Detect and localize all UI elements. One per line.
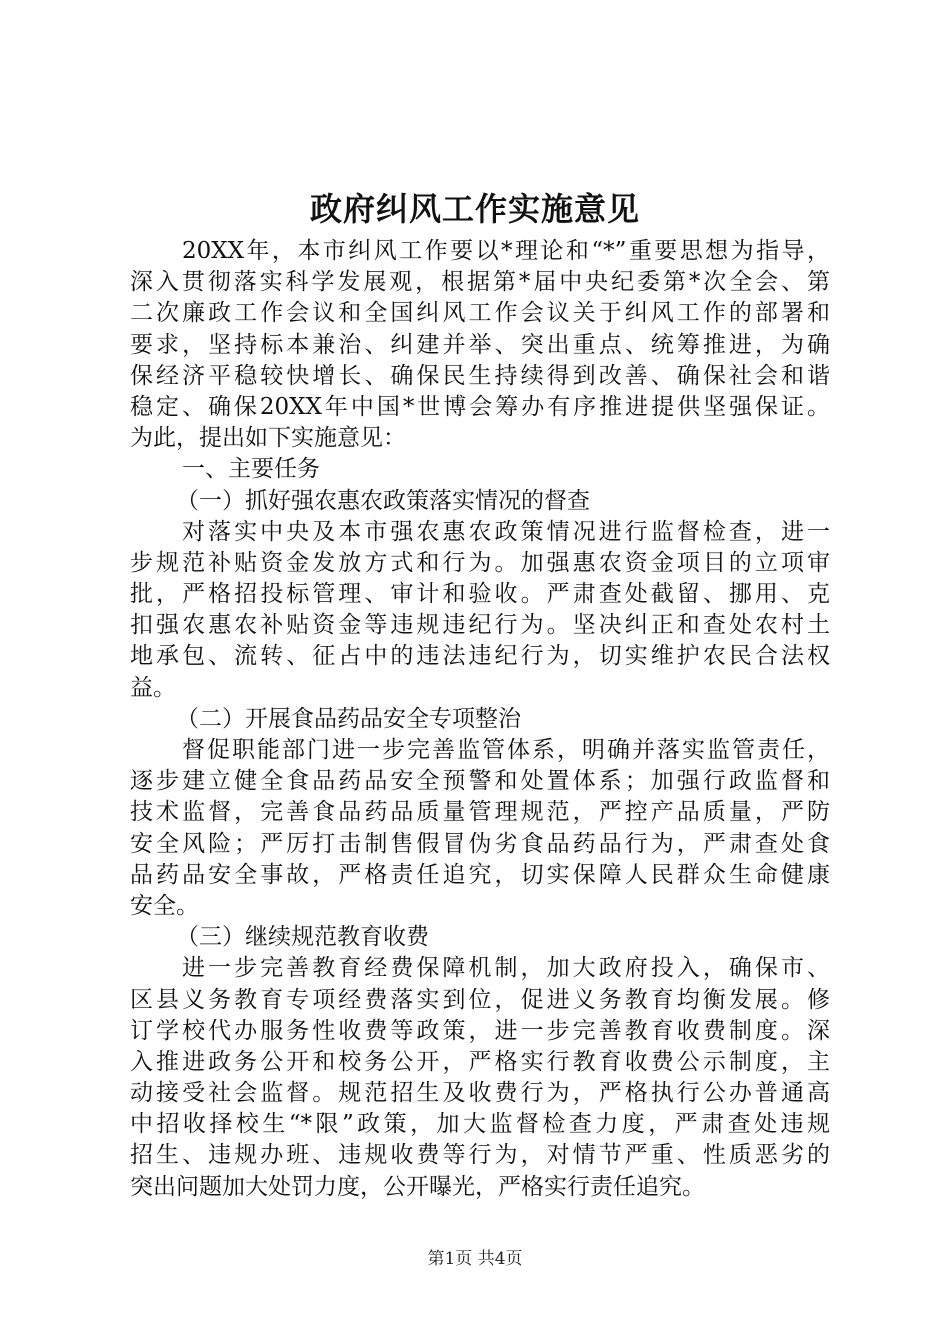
paragraph-line: 突出问题加大处罚力度，公开曝光，严格实行责任追究。 (130, 1173, 705, 1200)
subsection-heading: （三）继续规范教育收费 (176, 924, 429, 951)
paragraph-line: 品药品安全事故，严格责任追究，切实保障人民群众生命健康 (130, 861, 830, 888)
paragraph-line: 批，严格招投标管理、审计和验收。严肃查处截留、挪用、克 (130, 581, 830, 608)
paragraph-line: 益。 (130, 674, 176, 701)
paragraph-line: 入推进政务公开和校务公开，严格实行教育收费公示制度，主 (130, 1048, 830, 1075)
section-heading: 一、主要任务 (182, 456, 320, 483)
paragraph-line: 中招收择校生“*限”政策，加大监督检查力度，严肃查处违规 (130, 1111, 830, 1138)
paragraph-line: 地承包、流转、征占中的违法违纪行为，切实维护农民合法权 (130, 643, 830, 670)
document-body (130, 236, 830, 1203)
page-footer: 第1页 共4页 (427, 1249, 523, 1269)
paragraph-line: 稳定、确保20XX年中国*世博会筹办有序推进提供坚强保证。 (130, 393, 830, 420)
paragraph-line: 保经济平稳较快增长、确保民生持续得到改善、确保社会和谐 (130, 362, 830, 389)
paragraph-line: 深入贯彻落实科学发展观，根据第*届中央纪委第*次全会、第 (130, 269, 830, 296)
paragraph-line: 安全风险；严厉打击制售假冒伪劣食品药品行为，严肃查处食 (130, 830, 830, 857)
paragraph-line: 要求，坚持标本兼治、纠建并举、突出重点、统筹推进，为确 (130, 331, 830, 358)
paragraph-line: 安全。 (130, 892, 199, 919)
paragraph-line: 对落实中央及本市强农惠农政策情况进行监督检查，进一 (182, 518, 830, 545)
paragraph-line: 步规范补贴资金发放方式和行为。加强惠农资金项目的立项审 (130, 549, 830, 576)
document-title: 政府纠风工作实施意见 (309, 190, 640, 228)
subsection-heading: （二）开展食品药品安全专项整治 (176, 705, 521, 732)
paragraph-line: 扣强农惠农补贴资金等违规违纪行为。坚决纠正和查处农村土 (130, 612, 830, 639)
paragraph-line: 督促职能部门进一步完善监管体系，明确并落实监管责任， (182, 737, 830, 763)
paragraph-line: 订学校代办服务性收费等政策，进一步完善教育收费制度。深 (130, 1017, 830, 1044)
paragraph-line: 进一步完善教育经费保障机制，加大政府投入，确保市、 (182, 955, 830, 982)
paragraph-line: 区县义务教育专项经费落实到位，促进义务教育均衡发展。修 (130, 986, 830, 1013)
paragraph-line: 技术监督，完善食品药品质量管理规范，严控产品质量，严防 (130, 799, 830, 826)
paragraph-line: 逐步建立健全食品药品安全预警和处置体系；加强行政监督和 (130, 768, 830, 795)
paragraph-line: 二次廉政工作会议和全国纠风工作会议关于纠风工作的部署和 (130, 300, 830, 327)
subsection-heading: （一）抓好强农惠农政策落实情况的督查 (176, 487, 590, 514)
paragraph-line: 招生、违规办班、违规收费等行为，对情节严重、性质恶劣的 (130, 1142, 830, 1169)
paragraph-line: 20XX年，本市纠风工作要以*理论和“*”重要思想为指导， (182, 238, 830, 264)
paragraph-line: 为此，提出如下实施意见： (130, 425, 406, 452)
paragraph-line: 动接受社会监督。规范招生及收费行为，严格执行公办普通高 (130, 1080, 830, 1107)
